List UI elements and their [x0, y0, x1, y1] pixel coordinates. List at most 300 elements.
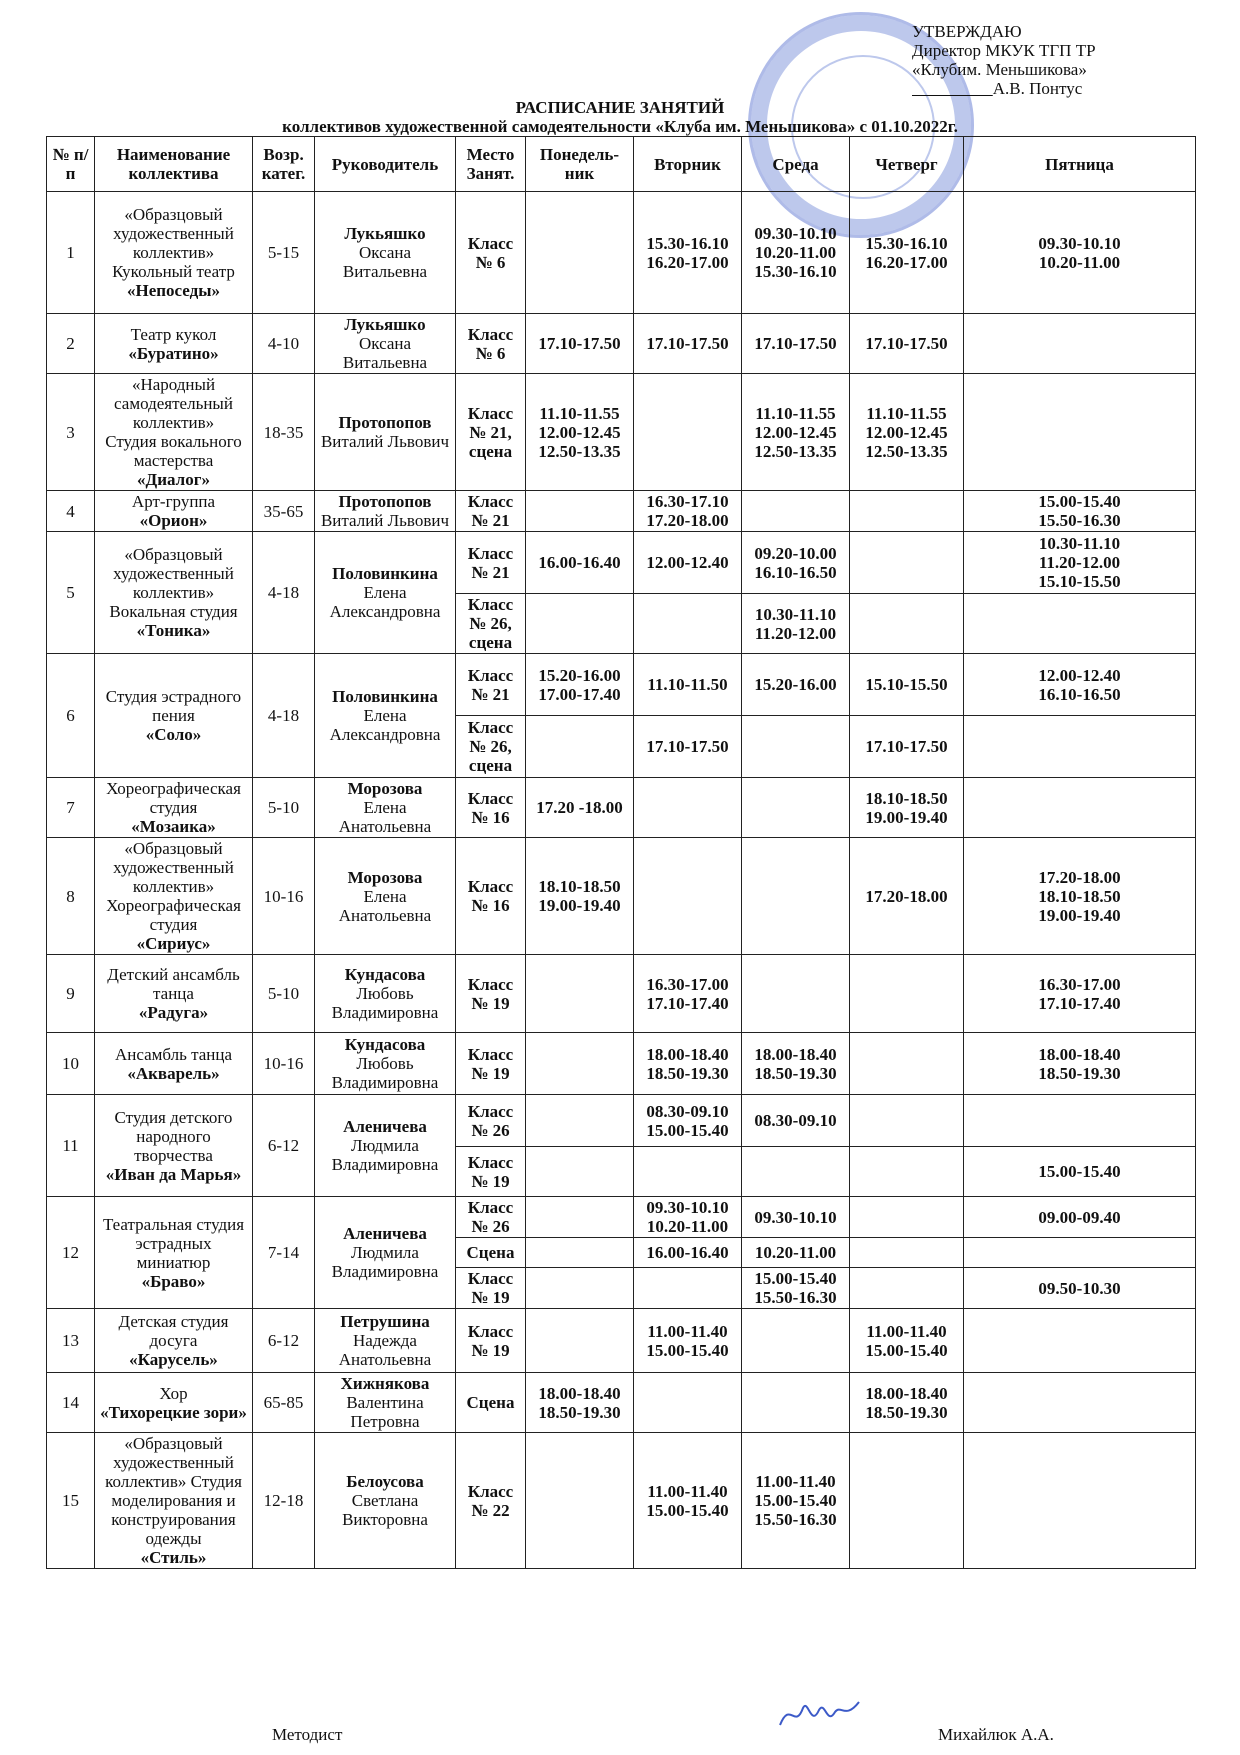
- time-slot: 16.10-16.50: [1038, 684, 1121, 704]
- time-cell-fri: [964, 778, 1196, 838]
- collective-name-line: Хореографическая: [106, 779, 241, 798]
- time-cell-mon: [526, 314, 634, 374]
- leader-surname: Половинкина: [332, 687, 438, 706]
- leader-surname: Морозова: [347, 779, 423, 798]
- place-cell: [456, 1268, 526, 1309]
- column-header: Место Занят.: [456, 137, 526, 192]
- time-cell-thu: [850, 1268, 964, 1309]
- place-line: Сцена: [466, 1243, 515, 1262]
- row-number: 15: [47, 1433, 95, 1569]
- leader: [315, 1373, 456, 1433]
- column-header: Вторник: [634, 137, 742, 192]
- time-cell-wed: [742, 1197, 850, 1238]
- place-line: Класс: [467, 595, 514, 614]
- collective-name: [95, 192, 253, 314]
- leader-surname: Половинкина: [332, 564, 438, 583]
- collective-name-bold: «Стиль»: [140, 1548, 207, 1567]
- place-line: Класс: [467, 1152, 514, 1172]
- leader-surname: Аленичева: [343, 1117, 427, 1136]
- time-slot: 11.20-12.00: [754, 623, 837, 643]
- time-cell-thu: [850, 532, 964, 594]
- collective-name-line: коллектив»: [132, 877, 215, 896]
- time-slot: 15.50-16.30: [754, 1510, 837, 1529]
- time-cell-tue: [634, 838, 742, 955]
- collective-name: [95, 1197, 253, 1309]
- time-cell-wed: [742, 491, 850, 532]
- place-line: Класс: [467, 492, 514, 511]
- row-number: 4: [47, 491, 95, 532]
- age-category: 35-65: [253, 491, 315, 532]
- place-line: № 21,: [469, 422, 512, 442]
- time-slot: 19.00-19.40: [865, 807, 948, 827]
- collective-name-line: танца: [153, 984, 194, 1003]
- row-number: 3: [47, 374, 95, 491]
- time-cell-fri: [964, 314, 1196, 374]
- leader: [315, 1197, 456, 1309]
- leader-surname: Кундасова: [344, 1035, 426, 1054]
- approval-line2: Директор МКУК ТГП ТР: [912, 41, 1096, 60]
- age-category: 12-18: [253, 1433, 315, 1569]
- time-cell-thu: [850, 1033, 964, 1095]
- time-slot: 11.00-11.40: [755, 1472, 836, 1491]
- time-slot: 16.00-16.40: [538, 553, 621, 572]
- table-row: [47, 1197, 1196, 1238]
- table-row: [47, 1373, 1196, 1433]
- time-slot: 15.00-15.40: [865, 1340, 948, 1360]
- age-category: 7-14: [253, 1197, 315, 1309]
- leader-surname: Аленичева: [343, 1224, 427, 1243]
- time-slot: 15.00-15.40: [646, 1120, 729, 1140]
- collective-name: [95, 1033, 253, 1095]
- place-cell: [456, 1373, 526, 1433]
- time-slot: 16.10-16.50: [754, 562, 837, 582]
- collective-name-bold: «Карусель»: [129, 1350, 218, 1369]
- leader-name: Витальевна: [342, 262, 428, 281]
- time-slot: 11.10-11.50: [647, 675, 728, 694]
- time-cell-wed: [742, 532, 850, 594]
- place-cell: [456, 314, 526, 374]
- time-cell-fri: [964, 374, 1196, 491]
- time-cell-fri: [964, 716, 1196, 778]
- time-cell-wed: [742, 1373, 850, 1433]
- time-slot: 16.20-17.00: [865, 252, 948, 272]
- time-slot: 18.10-18.50: [865, 788, 948, 808]
- place-line: № 6: [475, 252, 506, 272]
- time-cell-wed: [742, 1433, 850, 1569]
- leader-name: Анатольевна: [338, 905, 432, 925]
- collective-name-line: Студия эстрадного: [105, 687, 242, 706]
- collective-name-bold: «Иван да Марья»: [105, 1164, 242, 1184]
- time-slot: 16.30-17.00: [646, 974, 729, 994]
- time-cell-fri: [964, 1238, 1196, 1268]
- time-slot: 12.00-12.45: [865, 422, 948, 442]
- table-header-row: [47, 137, 1196, 192]
- time-cell-mon: [526, 491, 634, 532]
- age-category: 4-10: [253, 314, 315, 374]
- collective-name: [95, 314, 253, 374]
- time-slot: 10.20-11.00: [646, 1217, 729, 1236]
- time-cell-mon: [526, 1095, 634, 1147]
- leader: [315, 955, 456, 1033]
- collective-name-line: коллектив»: [132, 243, 215, 262]
- time-slot: 15.30-16.10: [646, 233, 729, 253]
- collective-name-line: коллектив»: [132, 583, 215, 602]
- time-slot: 15.00-15.40: [1038, 1162, 1121, 1181]
- leader-name: Светлана: [351, 1491, 419, 1510]
- collective-name-line: Детский ансамбль: [107, 965, 240, 984]
- time-cell-thu: [850, 1309, 964, 1373]
- column-header: Руководитель: [315, 137, 456, 192]
- place-line: № 16: [471, 896, 510, 915]
- time-slot: 16.30-17.00: [1038, 974, 1121, 994]
- time-cell-thu: [850, 1095, 964, 1147]
- approval-line3: «Клубим. Меньшикова»: [912, 60, 1087, 79]
- approval-block: [912, 22, 1096, 98]
- place-line: Класс: [467, 788, 514, 808]
- time-slot: 16.20-17.00: [646, 252, 729, 272]
- time-cell-mon: [526, 1433, 634, 1569]
- place-line: № 21: [471, 562, 510, 582]
- time-cell-mon: [526, 1309, 634, 1373]
- place-line: № 26: [471, 1120, 510, 1140]
- collective-name-line: «Образцовый: [124, 545, 223, 564]
- time-slot: 17.20 -18.00: [536, 798, 623, 817]
- place-cell: [456, 1147, 526, 1197]
- time-cell-tue: [634, 1033, 742, 1095]
- collective-name-line: Хор: [159, 1383, 188, 1403]
- row-number: 1: [47, 192, 95, 314]
- time-slot: 18.50-19.30: [538, 1402, 621, 1422]
- place-cell: [456, 532, 526, 594]
- collective-name-line: художественный: [113, 858, 234, 877]
- time-cell-mon: [526, 778, 634, 838]
- place-cell: [456, 491, 526, 532]
- time-cell-thu: [850, 1238, 964, 1268]
- time-slot: 09.30-10.10: [754, 1207, 837, 1227]
- time-slot: 18.00-18.40: [646, 1044, 729, 1064]
- time-cell-tue: [634, 1373, 742, 1433]
- column-header: Возр. катег.: [253, 137, 315, 192]
- time-slot: 15.00-15.40: [646, 1500, 729, 1520]
- time-slot: 17.10-17.50: [646, 737, 729, 756]
- row-number: 7: [47, 778, 95, 838]
- collective-name-line: «Образцовый: [124, 205, 223, 224]
- leader: [315, 374, 456, 491]
- footer-name: Михайлюк А.А.: [938, 1725, 1054, 1744]
- time-cell-mon: [526, 1373, 634, 1433]
- time-cell-wed: [742, 716, 850, 778]
- time-slot: 17.10-17.50: [865, 737, 948, 756]
- place-line: Класс: [467, 1198, 514, 1217]
- column-header: Среда: [742, 137, 850, 192]
- collective-name-line: самодеятельный: [114, 394, 233, 413]
- age-category: 10-16: [253, 838, 315, 955]
- leader-name: Владимировна: [331, 1073, 439, 1092]
- time-slot: 17.10-17.50: [754, 334, 837, 353]
- collective-name-line: художественный: [113, 564, 234, 583]
- time-slot: 09.50-10.30: [1038, 1278, 1121, 1298]
- leader-surname: Лукьяшко: [344, 315, 426, 334]
- time-cell-wed: [742, 1309, 850, 1373]
- leader-name: Александровна: [329, 602, 441, 621]
- leader-name: Виталий Львович: [320, 511, 450, 530]
- row-number: 11: [47, 1095, 95, 1197]
- place-line: Класс: [467, 665, 514, 685]
- place-line: Класс: [467, 1321, 514, 1341]
- collective-name-bold: «Буратино»: [128, 343, 219, 363]
- time-slot: 12.00-12.45: [538, 422, 621, 442]
- place-line: Класс: [467, 718, 514, 737]
- time-cell-fri: [964, 1268, 1196, 1309]
- place-line: № 26,: [469, 737, 512, 756]
- time-cell-fri: [964, 1095, 1196, 1147]
- time-slot: 18.00-18.40: [865, 1383, 948, 1403]
- place-line: Класс: [467, 877, 514, 896]
- leader: [315, 1033, 456, 1095]
- time-slot: 09.20-10.00: [754, 543, 837, 563]
- collective-name-line: художественный: [113, 1453, 234, 1472]
- collective-name-bold: «Орион»: [139, 511, 208, 530]
- place-cell: [456, 1197, 526, 1238]
- collective-name-line: народного творчества: [134, 1126, 213, 1165]
- place-line: Класс: [467, 324, 514, 344]
- place-cell: [456, 374, 526, 491]
- time-cell-fri: [964, 1033, 1196, 1095]
- collective-name-bold: «Браво»: [141, 1271, 206, 1291]
- column-header: № п/п: [47, 137, 95, 192]
- time-cell-tue: [634, 491, 742, 532]
- table-row: [47, 1309, 1196, 1373]
- table-row: [47, 838, 1196, 955]
- time-slot: 18.50-19.30: [754, 1063, 837, 1083]
- collective-name: [95, 1095, 253, 1197]
- table-row: [47, 314, 1196, 374]
- table-row: [47, 532, 1196, 594]
- collective-name-line: моделирования и: [111, 1491, 236, 1510]
- footer-methodist: Методист: [272, 1725, 343, 1744]
- time-slot: 11.00-11.40: [647, 1321, 728, 1341]
- place-line: № 19: [471, 1288, 510, 1307]
- collective-name-line: Хореографическая: [106, 896, 241, 915]
- place-cell: [456, 1238, 526, 1268]
- leader-surname: Протопопов: [338, 492, 432, 511]
- leader-name: Людмила: [351, 1243, 419, 1262]
- time-cell-mon: [526, 1238, 634, 1268]
- place-line: Класс: [467, 543, 514, 563]
- collective-name: [95, 654, 253, 778]
- place-line: № 16: [471, 807, 510, 827]
- collective-name: [95, 955, 253, 1033]
- time-cell-mon: [526, 532, 634, 594]
- time-cell-wed: [742, 1033, 850, 1095]
- collective-name-line: коллектив» Студия: [105, 1472, 242, 1491]
- time-cell-wed: [742, 192, 850, 314]
- approval-line1: УТВЕРЖДАЮ: [912, 22, 1022, 41]
- time-cell-fri: [964, 594, 1196, 654]
- table-row: [47, 955, 1196, 1033]
- time-cell-thu: [850, 491, 964, 532]
- time-slot: 17.00-17.40: [538, 684, 621, 704]
- time-cell-wed: [742, 955, 850, 1033]
- age-category: 4-18: [253, 654, 315, 778]
- leader-name: Владимировна: [331, 1003, 439, 1022]
- collective-name: [95, 1373, 253, 1433]
- leader-name: Валентина: [346, 1393, 424, 1412]
- signature-image: [775, 1690, 865, 1740]
- column-header: Наименование коллектива: [95, 137, 253, 192]
- row-number: 13: [47, 1309, 95, 1373]
- leader: [315, 1433, 456, 1569]
- time-slot: 12.00-12.40: [646, 553, 729, 572]
- time-cell-wed: [742, 838, 850, 955]
- leader-name: Владимировна: [331, 1262, 439, 1281]
- collective-name-line: Ансамбль танца: [114, 1044, 233, 1064]
- collective-name-line: «Образцовый: [124, 839, 223, 858]
- time-cell-fri: [964, 838, 1196, 955]
- time-cell-tue: [634, 1197, 742, 1238]
- time-slot: 15.10-15.50: [1038, 572, 1121, 591]
- leader-surname: Лукьяшко: [344, 224, 426, 243]
- place-line: Сцена: [466, 1393, 515, 1412]
- leader-surname: Белоусова: [346, 1472, 424, 1491]
- place-line: № 26: [471, 1217, 510, 1236]
- place-line: сцена: [468, 441, 513, 461]
- time-cell-fri: [964, 1197, 1196, 1238]
- place-line: Класс: [467, 1481, 514, 1501]
- time-slot: 12.50-13.35: [538, 441, 621, 461]
- collective-name: [95, 1433, 253, 1569]
- time-cell-mon: [526, 192, 634, 314]
- place-cell: [456, 1095, 526, 1147]
- leader-name: Анатольевна: [338, 1350, 432, 1369]
- time-cell-mon: [526, 716, 634, 778]
- leader-surname: Кундасова: [344, 965, 426, 984]
- time-cell-thu: [850, 192, 964, 314]
- time-cell-tue: [634, 1095, 742, 1147]
- time-cell-fri: [964, 1309, 1196, 1373]
- place-line: Класс: [467, 1044, 514, 1064]
- leader: [315, 491, 456, 532]
- collective-name-line: Детская студия досуга: [118, 1312, 229, 1350]
- time-slot: 10.20-11.00: [754, 243, 837, 262]
- leader-name: Елена: [363, 886, 407, 906]
- time-slot: 09.30-10.10: [1038, 233, 1121, 253]
- leader-name: Елена: [363, 706, 407, 725]
- collective-name: [95, 1309, 253, 1373]
- leader: [315, 654, 456, 778]
- leader: [315, 778, 456, 838]
- leader-name: Елена: [363, 798, 407, 817]
- collective-name-line: Вокальная студия: [109, 602, 238, 621]
- table-row: [47, 192, 1196, 314]
- place-line: Класс: [467, 1269, 514, 1288]
- place-cell: [456, 1433, 526, 1569]
- time-slot: 17.10-17.40: [646, 993, 729, 1013]
- time-cell-mon: [526, 374, 634, 491]
- time-cell-fri: [964, 1147, 1196, 1197]
- time-slot: 11.00-11.40: [647, 1481, 728, 1501]
- time-slot: 18.50-19.30: [646, 1063, 729, 1083]
- time-cell-mon: [526, 955, 634, 1033]
- time-cell-fri: [964, 192, 1196, 314]
- time-slot: 12.50-13.35: [754, 441, 837, 461]
- row-number: 10: [47, 1033, 95, 1095]
- collective-name-line: студия: [149, 798, 198, 817]
- collective-name: [95, 374, 253, 491]
- time-cell-tue: [634, 654, 742, 716]
- time-slot: 17.10-17.50: [646, 334, 729, 353]
- collective-name-bold: «Тоника»: [136, 621, 211, 640]
- column-header: Понедель-ник: [526, 137, 634, 192]
- time-slot: 09.00-09.40: [1038, 1207, 1121, 1227]
- leader: [315, 838, 456, 955]
- leader: [315, 1309, 456, 1373]
- time-slot: 17.20-18.00: [1038, 867, 1121, 887]
- collective-name-line: мастерства: [133, 451, 214, 470]
- time-cell-thu: [850, 716, 964, 778]
- collective-name: [95, 838, 253, 955]
- leader-name: Надежда: [353, 1331, 417, 1350]
- time-slot: 11.00-11.40: [866, 1321, 947, 1341]
- time-cell-thu: [850, 838, 964, 955]
- table-row: [47, 491, 1196, 532]
- collective-name-bold: «Мозаика»: [131, 817, 216, 836]
- place-cell: [456, 955, 526, 1033]
- place-line: № 19: [471, 993, 510, 1013]
- time-slot: 08.30-09.10: [754, 1111, 837, 1130]
- collective-name: [95, 491, 253, 532]
- time-slot: 11.10-11.55: [755, 403, 836, 423]
- row-number: 8: [47, 838, 95, 955]
- time-slot: 15.10-15.50: [865, 675, 948, 694]
- time-cell-thu: [850, 374, 964, 491]
- collective-name-bold: «Непоседы»: [126, 281, 220, 300]
- collective-name-line: одежды: [145, 1529, 202, 1548]
- time-cell-thu: [850, 1197, 964, 1238]
- time-cell-fri: [964, 1373, 1196, 1433]
- time-slot: 15.50-16.30: [1038, 511, 1121, 530]
- time-cell-mon: [526, 654, 634, 716]
- time-cell-tue: [634, 778, 742, 838]
- leader: [315, 1095, 456, 1197]
- table-row: [47, 1095, 1196, 1147]
- time-slot: 15.00-15.40: [1038, 492, 1121, 511]
- time-cell-wed: [742, 654, 850, 716]
- time-cell-wed: [742, 1095, 850, 1147]
- row-number: 9: [47, 955, 95, 1033]
- age-category: 65-85: [253, 1373, 315, 1433]
- leader-name: Викторовна: [342, 1510, 428, 1529]
- table-row: [47, 374, 1196, 491]
- time-cell-fri: [964, 491, 1196, 532]
- place-cell: [456, 838, 526, 955]
- time-cell-fri: [964, 1433, 1196, 1569]
- time-slot: 18.50-19.30: [865, 1402, 948, 1422]
- row-number: 12: [47, 1197, 95, 1309]
- collective-name-line: Арт-группа: [131, 492, 216, 511]
- table-row: [47, 778, 1196, 838]
- time-cell-tue: [634, 1309, 742, 1373]
- time-slot: 15.00-15.40: [646, 1340, 729, 1360]
- place-line: Класс: [467, 974, 514, 994]
- schedule-table: [46, 136, 1196, 1569]
- time-cell-fri: [964, 532, 1196, 594]
- time-cell-wed: [742, 1238, 850, 1268]
- collective-name-line: «Образцовый: [124, 1434, 223, 1453]
- time-slot: 16.30-17.10: [646, 492, 729, 511]
- time-cell-wed: [742, 1147, 850, 1197]
- time-cell-tue: [634, 955, 742, 1033]
